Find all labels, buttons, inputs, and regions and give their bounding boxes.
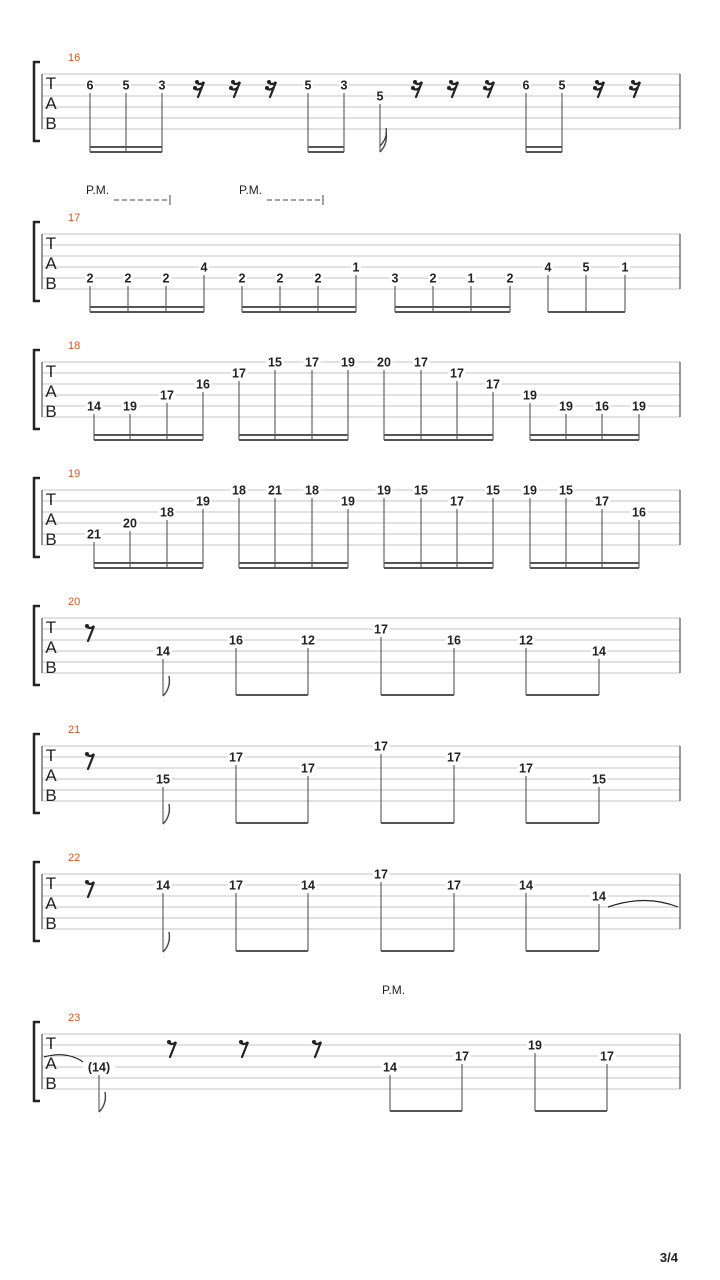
fret-number: 21 — [87, 527, 101, 542]
fret-number: 19 — [196, 494, 210, 509]
palm-mute-label: P.M. — [239, 183, 263, 197]
rest-dot — [413, 80, 417, 84]
fret-number: 2 — [238, 271, 246, 286]
fret-number: 17 — [450, 366, 464, 381]
tab-clef-letter: B — [45, 786, 57, 805]
eighth-rest — [86, 754, 94, 769]
fret-number: 19 — [341, 355, 355, 370]
tab-clef-letter: A — [45, 894, 57, 913]
fret-number: 17 — [374, 739, 388, 754]
fret-number: 15 — [486, 483, 500, 498]
fret-number: 19 — [523, 483, 537, 498]
rest-dot — [483, 86, 487, 90]
fret-number: 18 — [232, 483, 246, 498]
tab-system — [34, 183, 680, 312]
tab-clef-letter: B — [45, 274, 57, 293]
fret-number: 5 — [558, 78, 566, 93]
tab-system — [34, 596, 680, 696]
fret-number: 17 — [414, 355, 428, 370]
fret-number: 1 — [621, 260, 629, 275]
note-flag — [163, 804, 169, 824]
fret-number: 14 — [519, 878, 533, 893]
palm-mute-label: P.M. — [382, 983, 406, 997]
fret-number: 18 — [305, 483, 319, 498]
fret-number: 17 — [305, 355, 319, 370]
fret-number: 19 — [528, 1038, 542, 1053]
tab-clef-letter: A — [45, 94, 57, 113]
fret-number: 14 — [156, 878, 170, 893]
rest-dot — [631, 80, 635, 84]
tab-clef-letter: T — [45, 234, 57, 253]
fret-number: 15 — [156, 772, 170, 787]
fret-number: 15 — [559, 483, 573, 498]
tab-system — [34, 852, 680, 952]
fret-number: 21 — [268, 483, 282, 498]
staff-bracket — [34, 606, 40, 685]
staff-bracket — [34, 862, 40, 941]
eighth-rest — [168, 1042, 176, 1057]
fret-number: 17 — [595, 494, 609, 509]
fret-number: 16 — [595, 399, 609, 414]
rest-dot — [193, 86, 197, 90]
fret-number: 17 — [374, 867, 388, 882]
rest-dot — [312, 1040, 316, 1044]
staff-bracket — [34, 62, 40, 141]
rest-dot — [629, 86, 633, 90]
measure-number: 20 — [68, 596, 81, 608]
rest-dot — [411, 86, 415, 90]
tab-clef-letter: A — [45, 766, 57, 785]
fret-number: 19 — [559, 399, 573, 414]
fret-number: 3 — [340, 78, 348, 93]
fret-number: 15 — [414, 483, 428, 498]
fret-number: 17 — [374, 622, 388, 637]
fret-number: 17 — [600, 1049, 614, 1064]
fret-number: 17 — [486, 377, 500, 392]
rest-dot — [485, 80, 489, 84]
tab-clef-letter: B — [45, 114, 57, 133]
rest-dot — [593, 86, 597, 90]
fret-number: 17 — [160, 388, 174, 403]
tab-clef-letter: B — [45, 658, 57, 677]
fret-number: 3 — [158, 78, 166, 93]
fret-number: 17 — [229, 878, 243, 893]
rest-dot — [229, 86, 233, 90]
fret-number: 17 — [447, 878, 461, 893]
page-number: 3/4 — [659, 1250, 678, 1265]
rest-dot — [447, 86, 451, 90]
fret-number: 6 — [86, 78, 94, 93]
tab-system — [34, 468, 680, 568]
tie-arc — [608, 901, 678, 908]
fret-number: 4 — [544, 260, 552, 275]
fret-number: 2 — [124, 271, 132, 286]
fret-number: 17 — [301, 761, 315, 776]
fret-number: 19 — [377, 483, 391, 498]
tab-system — [34, 724, 680, 824]
rest-dot — [195, 80, 199, 84]
tab-clef-letter: T — [45, 746, 57, 765]
eighth-rest — [86, 626, 94, 641]
fret-number: 2 — [86, 271, 94, 286]
fret-number: 16 — [632, 505, 646, 520]
tab-clef-letter: A — [45, 254, 57, 273]
measure-number: 23 — [68, 1012, 81, 1024]
measure-number: 21 — [68, 724, 81, 736]
tab-clef-letter: T — [45, 874, 57, 893]
rest-dot — [85, 752, 89, 756]
fret-number: 4 — [200, 260, 208, 275]
eighth-rest — [240, 1042, 248, 1057]
tab-clef-letter: A — [45, 1054, 57, 1073]
fret-number: 5 — [376, 89, 384, 104]
fret-number: 6 — [522, 78, 530, 93]
tab-clef-letter: T — [45, 618, 57, 637]
fret-number: 17 — [232, 366, 246, 381]
measure-number: 19 — [68, 468, 81, 480]
rest-dot — [167, 1040, 171, 1044]
fret-number: 17 — [447, 750, 461, 765]
fret-number: 16 — [196, 377, 210, 392]
eighth-rest — [86, 882, 94, 897]
fret-number: 16 — [229, 633, 243, 648]
rest-dot — [85, 624, 89, 628]
tab-clef-letter: A — [45, 382, 57, 401]
fret-number: 14 — [156, 644, 170, 659]
fret-number: 20 — [377, 355, 391, 370]
tab-clef-letter: T — [45, 1034, 57, 1053]
note-flag — [99, 1092, 105, 1112]
fret-number: 14 — [383, 1060, 397, 1075]
fret-number: 5 — [304, 78, 312, 93]
staff-bracket — [34, 1022, 40, 1101]
tab-clef-letter: A — [45, 638, 57, 657]
fret-number: 18 — [160, 505, 174, 520]
fret-number: 15 — [268, 355, 282, 370]
fret-number: 17 — [229, 750, 243, 765]
fret-number: 3 — [391, 271, 399, 286]
rest-dot — [595, 80, 599, 84]
fret-number: 15 — [592, 772, 606, 787]
rest-dot — [265, 86, 269, 90]
fret-number: 14 — [592, 644, 606, 659]
fret-number: 19 — [632, 399, 646, 414]
tab-clef-letter: B — [45, 530, 57, 549]
tab-clef-letter: B — [45, 914, 57, 933]
fret-number: 19 — [523, 388, 537, 403]
fret-number: 12 — [519, 633, 533, 648]
fret-number: (14) — [87, 1060, 111, 1075]
staff-bracket — [34, 478, 40, 557]
fret-number: 17 — [519, 761, 533, 776]
fret-number: 1 — [352, 260, 360, 275]
fret-number: 16 — [447, 633, 461, 648]
fret-number: 14 — [592, 889, 606, 904]
tab-clef-letter: T — [45, 74, 57, 93]
staff-bracket — [34, 350, 40, 429]
tab-clef-letter: B — [45, 1074, 57, 1093]
fret-number: 14 — [87, 399, 101, 414]
fret-number: 12 — [301, 633, 315, 648]
rest-dot — [267, 80, 271, 84]
rest-dot — [85, 880, 89, 884]
tab-clef-letter: B — [45, 402, 57, 421]
staff-bracket — [34, 734, 40, 813]
fret-number: 2 — [314, 271, 322, 286]
fret-number: 20 — [123, 516, 137, 531]
measure-number: 18 — [68, 340, 81, 352]
fret-number: 17 — [450, 494, 464, 509]
fret-number: 5 — [582, 260, 590, 275]
palm-mute-label: P.M. — [86, 183, 110, 197]
fret-number: 1 — [467, 271, 475, 286]
note-flag — [163, 676, 169, 696]
fret-number: 19 — [341, 494, 355, 509]
measure-number: 22 — [68, 852, 81, 864]
tab-system — [34, 340, 680, 440]
rest-dot — [239, 1040, 243, 1044]
rest-dot — [449, 80, 453, 84]
fret-number: 2 — [276, 271, 284, 286]
tab-clef-letter: T — [45, 362, 57, 381]
rest-dot — [231, 80, 235, 84]
tab-system — [34, 983, 680, 1112]
tab-system — [34, 52, 680, 152]
measure-number: 17 — [68, 212, 81, 224]
note-flag — [163, 932, 169, 952]
fret-number: 2 — [429, 271, 437, 286]
measure-number: 16 — [68, 52, 81, 64]
tab-clef-letter: A — [45, 510, 57, 529]
eighth-rest — [313, 1042, 321, 1057]
fret-number: 14 — [301, 878, 315, 893]
staff-bracket — [34, 222, 40, 301]
tab-clef-letter: T — [45, 490, 57, 509]
fret-number: 2 — [162, 271, 170, 286]
fret-number: 5 — [122, 78, 130, 93]
fret-number: 17 — [455, 1049, 469, 1064]
fret-number: 2 — [506, 271, 514, 286]
fret-number: 19 — [123, 399, 137, 414]
